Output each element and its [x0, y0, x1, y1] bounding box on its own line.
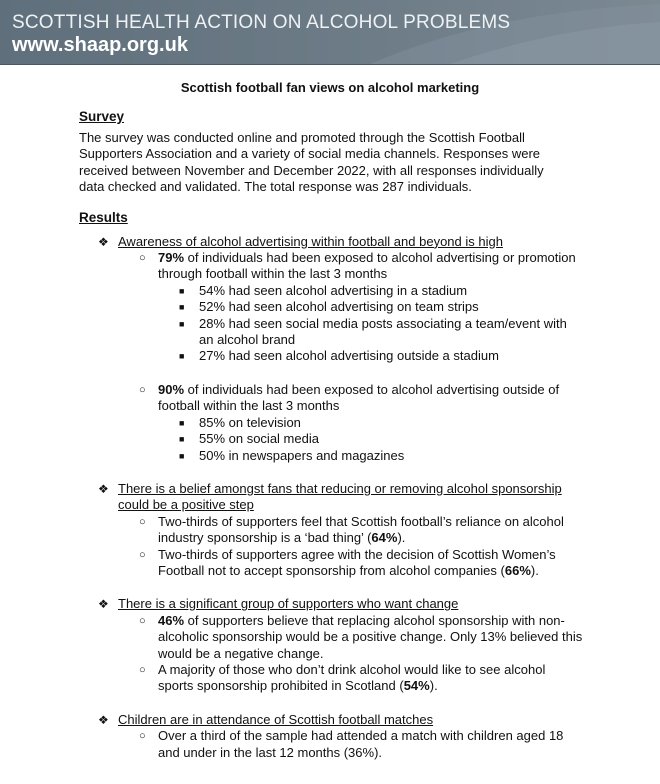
finding-heading: There is a significant group of supporters who want change: [118, 596, 459, 612]
finding-heading: Awareness of alcohol advertising within football and beyond is high: [118, 233, 503, 249]
circle-bullet-icon: ○: [139, 515, 146, 528]
stat-text-end: ).: [530, 562, 539, 578]
square-bullet-icon: ■: [179, 351, 185, 362]
stat-text: of individuals had been exposed to alcohol advertising or promotion through football within the last 3 months: [158, 250, 576, 282]
stat-text-end: ).: [397, 530, 406, 546]
list-item-text: 52% had seen alcohol advertising on team strips: [199, 299, 479, 315]
survey-paragraph: The survey was conducted online and promoted through the Scottish Football Supporters Association and a variety of social media channels. Responses were received between November and December 2022, with all responses individually data checked and validated. The total response was 287 individuals.: [79, 130, 544, 195]
circle-bullet-icon: ○: [139, 614, 146, 627]
circle-bullet-icon: ○: [139, 548, 146, 561]
stat-value: 90%: [158, 381, 185, 397]
document-body: [0, 66, 660, 761]
list-item: [139, 513, 583, 547]
website-url: www.shaap.org.uk: [12, 34, 188, 56]
diamond-bullet-icon: ❖: [98, 597, 109, 612]
list-item: [139, 661, 583, 695]
finding-children: [98, 711, 588, 728]
square-bullet-icon: ■: [179, 450, 185, 461]
organization-name: SCOTTISH HEALTH ACTION ON ALCOHOL PROBLEMS: [12, 12, 511, 33]
list-item: [179, 299, 583, 315]
stat-value: 54%: [403, 678, 430, 694]
finding-heading: Children are in attendance of Scottish football matches: [118, 711, 434, 727]
list-item-text: 54% had seen alcohol advertising in a stadium: [199, 282, 468, 298]
square-bullet-icon: ■: [179, 318, 185, 329]
results-heading: Results: [79, 209, 128, 225]
stat-text: Two-thirds of supporters feel that Scottish football’s reliance on alcohol industry sponsorship is a ‘bad thing’ (: [158, 513, 564, 546]
list-item: [139, 546, 583, 580]
list-item-text: 85% on television: [199, 414, 301, 430]
finding-awareness: [98, 233, 588, 250]
stat-text: Over a third of the sample had attended a match with children aged 18 and under in the last 12 months (36%).: [158, 728, 564, 760]
stat-value: 64%: [371, 530, 398, 546]
list-item: [179, 315, 583, 349]
diamond-bullet-icon: ❖: [98, 481, 109, 496]
list-item: [179, 348, 583, 364]
list-item-text: 27% had seen alcohol advertising outside a stadium: [199, 348, 499, 364]
stat-text: Two-thirds of supporters agree with the decision of Scottish Women’s Football not to accept sponsorship from alcohol companies (: [158, 546, 556, 578]
list-item-text: 50% in newspapers and magazines: [199, 447, 405, 463]
finding-heading: There is a belief amongst fans that reducing or removing alcohol sponsorship could be a positive step: [118, 480, 562, 513]
document-title: Scottish football fan views on alcohol marketing: [180, 80, 480, 95]
list-item: [139, 250, 583, 283]
circle-bullet-icon: ○: [139, 663, 146, 676]
stat-value: 79%: [158, 250, 185, 266]
list-item: [179, 414, 583, 431]
stat-text: A majority of those who don’t drink alcohol would like to see alcohol sports sponsorship prohibited in Scotland (: [158, 661, 546, 694]
circle-bullet-icon: ○: [139, 383, 146, 396]
list-item-text: 28% had seen social media posts associating a team/event with an alcohol brand: [199, 315, 567, 348]
stat-text: of supporters believe that replacing alcohol sponsorship with non-alcoholic sponsorship would be a positive change. Only 13% believed this would be a negative change.: [158, 612, 583, 661]
list-item: [179, 447, 583, 464]
list-item: [139, 612, 583, 662]
square-bullet-icon: ■: [179, 285, 185, 296]
survey-heading: Survey: [79, 109, 125, 124]
stat-text-end: ).: [429, 678, 438, 694]
list-item: [179, 431, 583, 447]
finding-change: [98, 596, 588, 612]
finding-belief: [98, 480, 588, 514]
list-item: [139, 728, 583, 761]
circle-bullet-icon: ○: [139, 252, 146, 265]
square-bullet-icon: ■: [179, 302, 185, 313]
square-bullet-icon: ■: [179, 417, 185, 428]
list-item-text: 55% on social media: [199, 431, 319, 447]
circle-bullet-icon: ○: [139, 730, 146, 743]
diamond-bullet-icon: ❖: [98, 234, 109, 249]
stat-value: 66%: [504, 562, 531, 578]
diamond-bullet-icon: ❖: [98, 712, 109, 727]
list-item: [179, 282, 583, 299]
stat-value: 46%: [158, 612, 185, 628]
header-banner: [0, 0, 660, 65]
stat-text: of individuals had been exposed to alcohol advertising outside of football within the last 3 months: [158, 381, 560, 414]
list-item: [139, 381, 583, 415]
square-bullet-icon: ■: [179, 434, 185, 445]
